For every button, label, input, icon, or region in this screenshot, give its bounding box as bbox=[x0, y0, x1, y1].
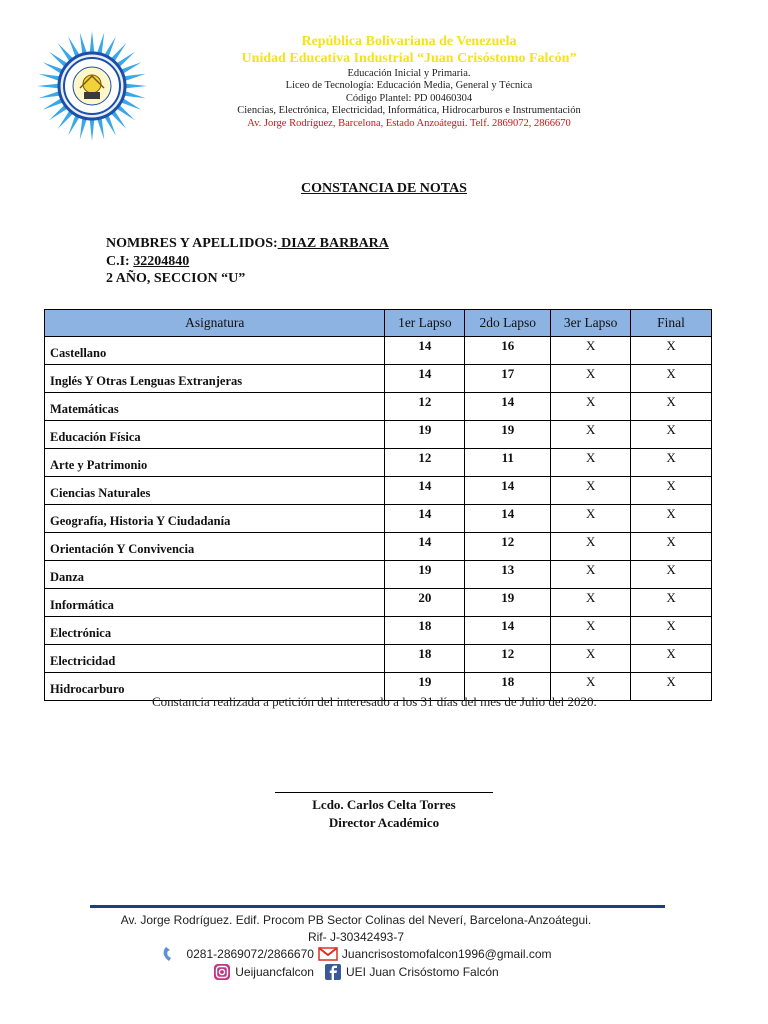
school-name: Unidad Educativa Industrial “Juan Crisóstomo Falcón” bbox=[241, 50, 577, 66]
grades-table bbox=[44, 309, 712, 701]
grade-cell: X bbox=[551, 477, 631, 505]
table-row bbox=[45, 449, 712, 477]
grade-cell: X bbox=[631, 477, 712, 505]
subject-cell: Danza bbox=[45, 561, 385, 589]
subject-cell: Matemáticas bbox=[45, 393, 385, 421]
grade-cell: X bbox=[551, 337, 631, 365]
phone-icon bbox=[160, 945, 182, 963]
footer-address: Av. Jorge Rodríguez. Edif. Procom PB Sector Colinas del Neverí, Barcelona-Anzoátegui. bbox=[120, 913, 592, 927]
facebook-icon bbox=[324, 963, 342, 981]
grade-cell: X bbox=[631, 393, 712, 421]
grade-cell: 18 bbox=[385, 617, 465, 645]
grade-cell: 19 bbox=[385, 421, 465, 449]
grade-cell: 12 bbox=[385, 449, 465, 477]
statement-paragraph bbox=[106, 688, 662, 716]
instagram-icon bbox=[213, 963, 231, 981]
grade-cell: 20 bbox=[385, 589, 465, 617]
grade-cell: X bbox=[551, 365, 631, 393]
signature-block bbox=[0, 796, 768, 832]
subject-cell: Geografía, Historia Y Ciudadanía bbox=[45, 505, 385, 533]
grade-cell: X bbox=[551, 645, 631, 673]
grade-cell: X bbox=[631, 449, 712, 477]
footer-rif: Rif- J-30342493-7 bbox=[307, 929, 405, 944]
gmail-icon bbox=[318, 947, 338, 961]
grade-cell: X bbox=[631, 673, 712, 701]
grade-cell: 12 bbox=[385, 393, 465, 421]
grade-cell: X bbox=[631, 505, 712, 533]
grade-cell: 14 bbox=[385, 533, 465, 561]
subject-cell: Castellano bbox=[45, 337, 385, 365]
footer bbox=[0, 912, 712, 981]
header-specialties: Ciencias, Electrónica, Electricidad, Informática, Hidrocarburos e Instrumentación bbox=[237, 105, 581, 117]
grade-cell: 17 bbox=[465, 365, 551, 393]
grade-cell: X bbox=[551, 421, 631, 449]
grade-cell: X bbox=[631, 337, 712, 365]
school-seal-logo bbox=[36, 30, 148, 142]
column-header: 1er Lapso bbox=[385, 310, 465, 337]
footer-rule bbox=[90, 905, 665, 908]
grade-cell: 19 bbox=[385, 561, 465, 589]
footer-facebook: UEI Juan Crisóstomo Falcón bbox=[345, 964, 499, 979]
grade-cell: X bbox=[551, 533, 631, 561]
student-name-line bbox=[106, 235, 389, 253]
signer-role: Director Académico bbox=[328, 815, 440, 830]
grade-cell: X bbox=[631, 421, 712, 449]
grade-cell: X bbox=[631, 533, 712, 561]
grade-cell: 14 bbox=[385, 477, 465, 505]
footer-contact-row bbox=[0, 945, 712, 963]
header-liceo: Liceo de Tecnología: Educación Media, General y Técnica bbox=[285, 80, 533, 92]
grade-cell: 11 bbox=[465, 449, 551, 477]
column-header: 3er Lapso bbox=[551, 310, 631, 337]
subject-cell: Orientación Y Convivencia bbox=[45, 533, 385, 561]
footer-email: Juancrisostomofalcon1996@gmail.com bbox=[341, 946, 552, 961]
grade-cell: X bbox=[551, 673, 631, 701]
grade-cell: X bbox=[631, 645, 712, 673]
subject-cell: Educación Física bbox=[45, 421, 385, 449]
student-info bbox=[106, 235, 389, 288]
column-header: 2do Lapso bbox=[465, 310, 551, 337]
table-row bbox=[45, 477, 712, 505]
grade-cell: 18 bbox=[385, 645, 465, 673]
grade-cell: X bbox=[551, 449, 631, 477]
grade-cell: 12 bbox=[465, 533, 551, 561]
footer-social-row bbox=[0, 963, 712, 981]
column-header: Final bbox=[631, 310, 712, 337]
footer-instagram: Ueijuancfalcon bbox=[235, 964, 314, 979]
table-row bbox=[45, 617, 712, 645]
subject-cell: Hidrocarburo bbox=[45, 673, 385, 701]
statement-text: Constancia realizada a petición del interesado a los 31 días del mes de Julio del 2020. bbox=[152, 694, 597, 709]
grade-cell: X bbox=[551, 393, 631, 421]
grade-cell: X bbox=[551, 617, 631, 645]
header-address: Av. Jorge Rodríguez, Barcelona, Estado Anzoátegui. Telf. 2869072, 2866670 bbox=[247, 117, 571, 129]
grade-cell: 14 bbox=[465, 393, 551, 421]
republic-name: República Bolivariana de Venezuela bbox=[301, 34, 517, 49]
subject-cell: Electricidad bbox=[45, 645, 385, 673]
table-row bbox=[45, 337, 712, 365]
grade-cell: 14 bbox=[385, 365, 465, 393]
student-ci-line bbox=[106, 253, 389, 271]
table-header-row bbox=[45, 310, 712, 337]
institution-header bbox=[190, 34, 628, 131]
grade-cell: 12 bbox=[465, 645, 551, 673]
column-header: Asignatura bbox=[45, 310, 385, 337]
table-row bbox=[45, 561, 712, 589]
grade-cell: X bbox=[551, 589, 631, 617]
subject-cell: Arte y Patrimonio bbox=[45, 449, 385, 477]
table-row bbox=[45, 421, 712, 449]
grade-cell: X bbox=[631, 365, 712, 393]
subject-cell: Informática bbox=[45, 589, 385, 617]
grade-cell: 14 bbox=[385, 337, 465, 365]
table-row bbox=[45, 589, 712, 617]
grade-cell: 16 bbox=[465, 337, 551, 365]
subject-cell: Electrónica bbox=[45, 617, 385, 645]
table-row bbox=[45, 533, 712, 561]
header-education-levels: Educación Inicial y Primaria. bbox=[347, 67, 471, 79]
student-ci: 32204840 bbox=[133, 253, 190, 269]
grade-cell: 14 bbox=[385, 505, 465, 533]
footer-phone: 0281-2869072/2866670 bbox=[186, 946, 314, 961]
grade-cell: 14 bbox=[465, 617, 551, 645]
grade-cell: X bbox=[631, 561, 712, 589]
grade-cell: 14 bbox=[465, 477, 551, 505]
student-name: DIAZ BARBARA bbox=[277, 236, 389, 251]
signature-line bbox=[275, 792, 493, 793]
signer-name: Lcdo. Carlos Celta Torres bbox=[312, 797, 456, 812]
table-row bbox=[45, 505, 712, 533]
document-title-wrap bbox=[0, 181, 768, 197]
student-grade: 2 AÑO, SECCION “U” bbox=[106, 271, 246, 286]
grade-cell: 19 bbox=[385, 673, 465, 701]
grade-cell: 19 bbox=[465, 589, 551, 617]
grade-cell: 19 bbox=[465, 421, 551, 449]
grade-cell: 13 bbox=[465, 561, 551, 589]
grade-cell: X bbox=[551, 561, 631, 589]
grade-cell: 18 bbox=[465, 673, 551, 701]
name-label: NOMBRES Y APELLIDOS: bbox=[106, 236, 278, 251]
table-row bbox=[45, 393, 712, 421]
table-row bbox=[45, 365, 712, 393]
ci-label: C.I: bbox=[106, 253, 134, 269]
grade-cell: X bbox=[551, 505, 631, 533]
grade-cell: X bbox=[631, 589, 712, 617]
subject-cell: Ciencias Naturales bbox=[45, 477, 385, 505]
grade-cell: X bbox=[631, 617, 712, 645]
header-codigo-plantel: Código Plantel: PD 00460304 bbox=[345, 92, 473, 104]
document-title: CONSTANCIA DE NOTAS bbox=[301, 181, 467, 196]
subject-cell: Inglés Y Otras Lenguas Extranjeras bbox=[45, 365, 385, 393]
table-row bbox=[45, 645, 712, 673]
grade-cell: 14 bbox=[465, 505, 551, 533]
